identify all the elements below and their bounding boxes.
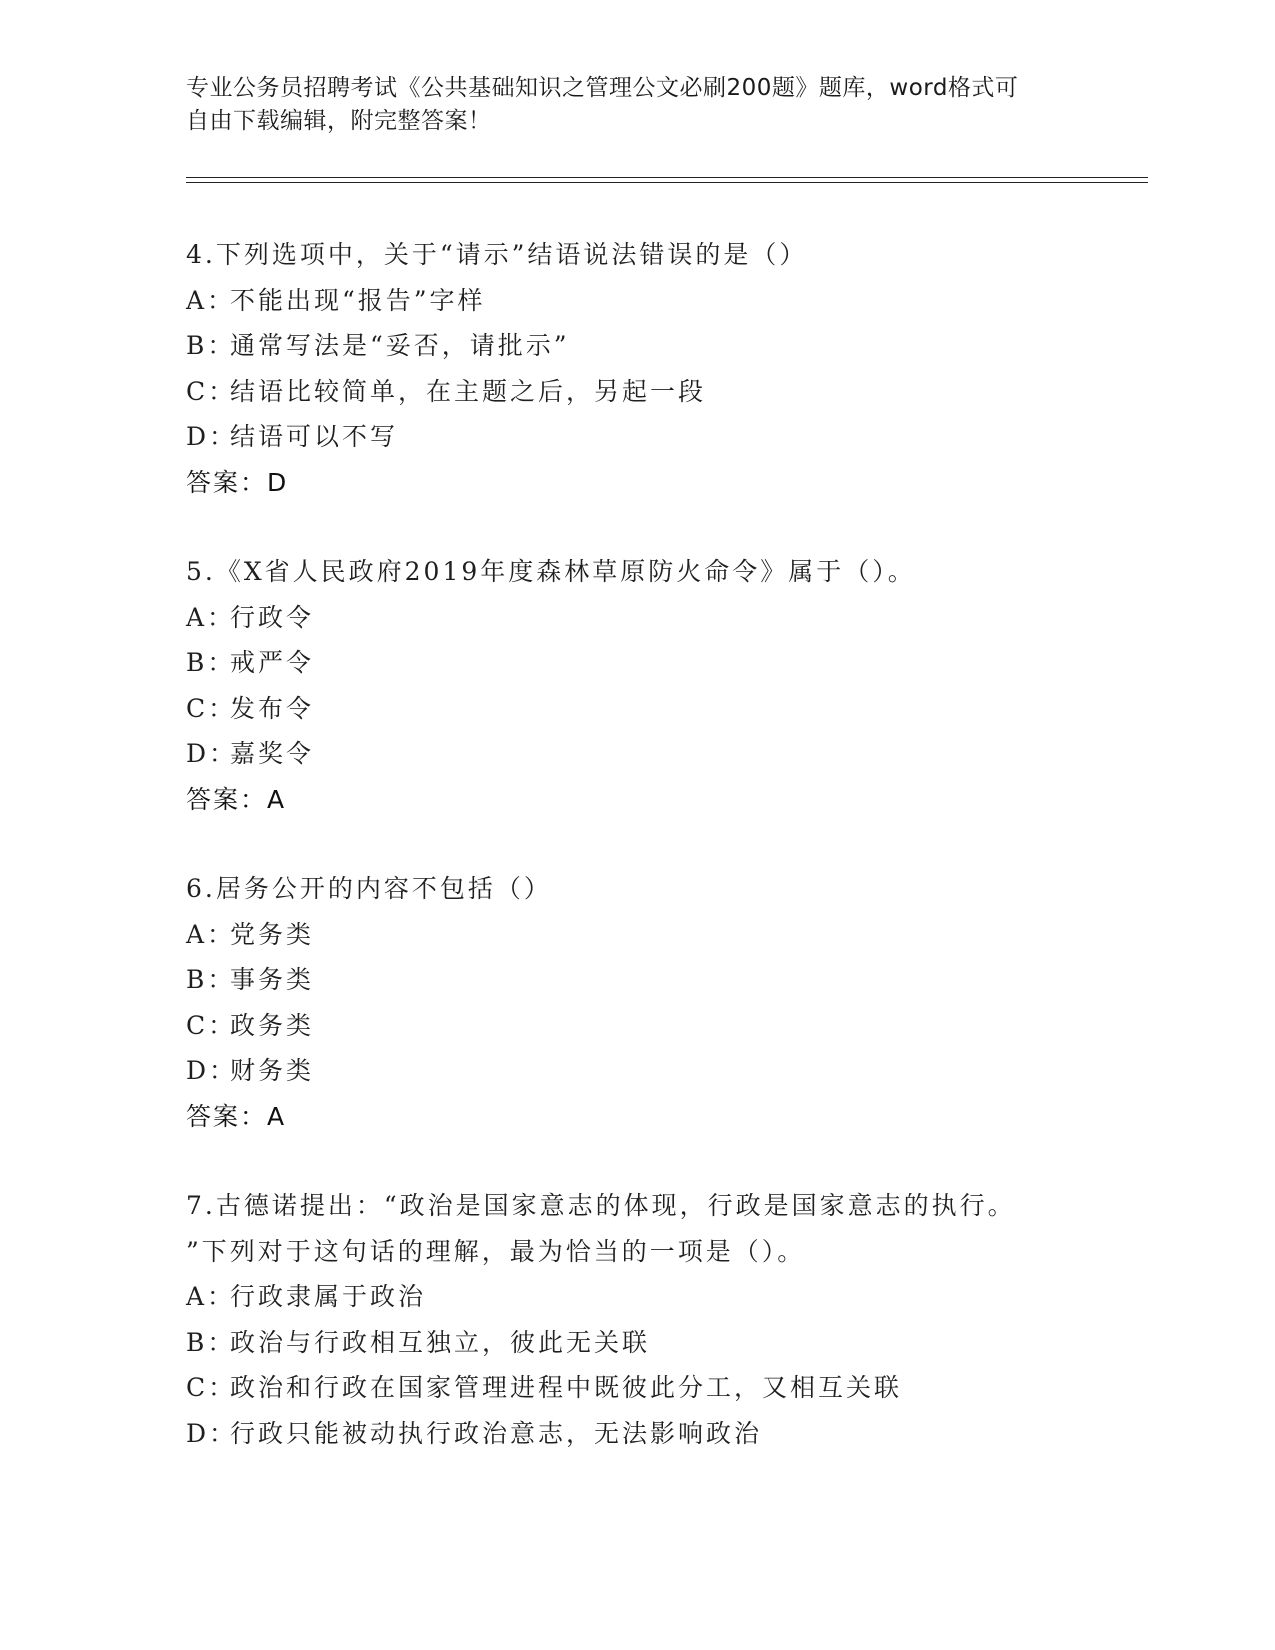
option-d	[186, 414, 1146, 460]
header-divider-bottom	[186, 182, 1148, 183]
option-text: 行政只能被动执行政治意志，无法影响政治	[230, 1418, 763, 1448]
option-c	[186, 1365, 1146, 1411]
option-text: 不能出现“报告”字样	[230, 285, 486, 315]
option-key: B：	[186, 648, 236, 677]
question-stem-continued: ”下列对于这句话的理解，最为恰当的一项是（）。	[186, 1236, 806, 1266]
option-c	[186, 686, 1146, 732]
answer-line: 答案：A	[186, 1101, 287, 1131]
option-text: 结语可以不写	[230, 422, 399, 451]
option-b	[186, 640, 1146, 686]
option-key: C：	[186, 1373, 237, 1402]
option-key: A：	[186, 1282, 236, 1311]
option-key: D：	[186, 739, 238, 768]
document-header	[186, 72, 1066, 138]
option-text: 行政令	[230, 602, 315, 632]
option-key: A：	[186, 919, 236, 949]
option-text: 行政隶属于政治	[230, 1282, 427, 1311]
option-c	[186, 1003, 1146, 1049]
option-text: 党务类	[230, 919, 315, 949]
option-b	[186, 1320, 1146, 1366]
option-key: D：	[186, 422, 238, 451]
option-key: D：	[186, 1418, 238, 1448]
option-key: B：	[186, 331, 236, 360]
option-a	[186, 278, 1146, 324]
question-stem: 7.古德诺提出：“政治是国家意志的体现，行政是国家意志的执行。	[186, 1191, 1016, 1220]
option-key: A：	[186, 602, 236, 632]
option-key: B：	[186, 1327, 236, 1357]
question-item	[186, 549, 1146, 822]
option-text: 政治和行政在国家管理进程中既彼此分工，又相互关联	[230, 1373, 903, 1402]
option-text: 通常写法是“妥否，请批示”	[230, 331, 570, 360]
option-key: C：	[186, 1010, 237, 1040]
option-d	[186, 731, 1146, 777]
option-key: A：	[186, 285, 236, 315]
question-item	[186, 866, 1146, 1139]
question-item	[186, 232, 1146, 505]
option-b	[186, 957, 1146, 1003]
option-key: D：	[186, 1056, 238, 1085]
option-text: 政治与行政相互独立，彼此无关联	[230, 1327, 651, 1357]
question-stem: 5.《X省人民政府2019年度森林草原防火命令》属于（）。	[186, 557, 916, 586]
option-text: 事务类	[230, 965, 315, 994]
question-list	[186, 232, 1146, 1500]
option-text: 嘉奖令	[230, 739, 315, 768]
option-c	[186, 369, 1146, 415]
option-key: B：	[186, 965, 236, 994]
option-a	[186, 595, 1146, 641]
option-text: 财务类	[230, 1056, 315, 1085]
option-key: C：	[186, 693, 237, 723]
option-text: 发布令	[230, 693, 315, 723]
header-line-1: 专业公务员招聘考试《公共基础知识之管理公文必刷200题》题库，word格式可	[186, 75, 1019, 101]
header-divider-top	[186, 177, 1148, 178]
option-d	[186, 1411, 1146, 1457]
option-a	[186, 912, 1146, 958]
option-d	[186, 1048, 1146, 1094]
header-line-2: 自由下载编辑，附完整答案！	[186, 108, 492, 134]
option-text: 结语比较简单，在主题之后，另起一段	[230, 376, 707, 406]
question-stem: 4.下列选项中，关于“请示”结语说法错误的是（）	[186, 240, 808, 269]
question-item	[186, 1183, 1146, 1456]
question-stem: 6.居务公开的内容不包括（）	[186, 874, 552, 903]
option-b	[186, 323, 1146, 369]
option-text: 政务类	[230, 1010, 315, 1040]
answer-line: 答案：D	[186, 467, 289, 497]
option-text: 戒严令	[230, 648, 315, 677]
option-a	[186, 1274, 1146, 1320]
option-key: C：	[186, 376, 237, 406]
answer-line: 答案：A	[186, 784, 287, 814]
